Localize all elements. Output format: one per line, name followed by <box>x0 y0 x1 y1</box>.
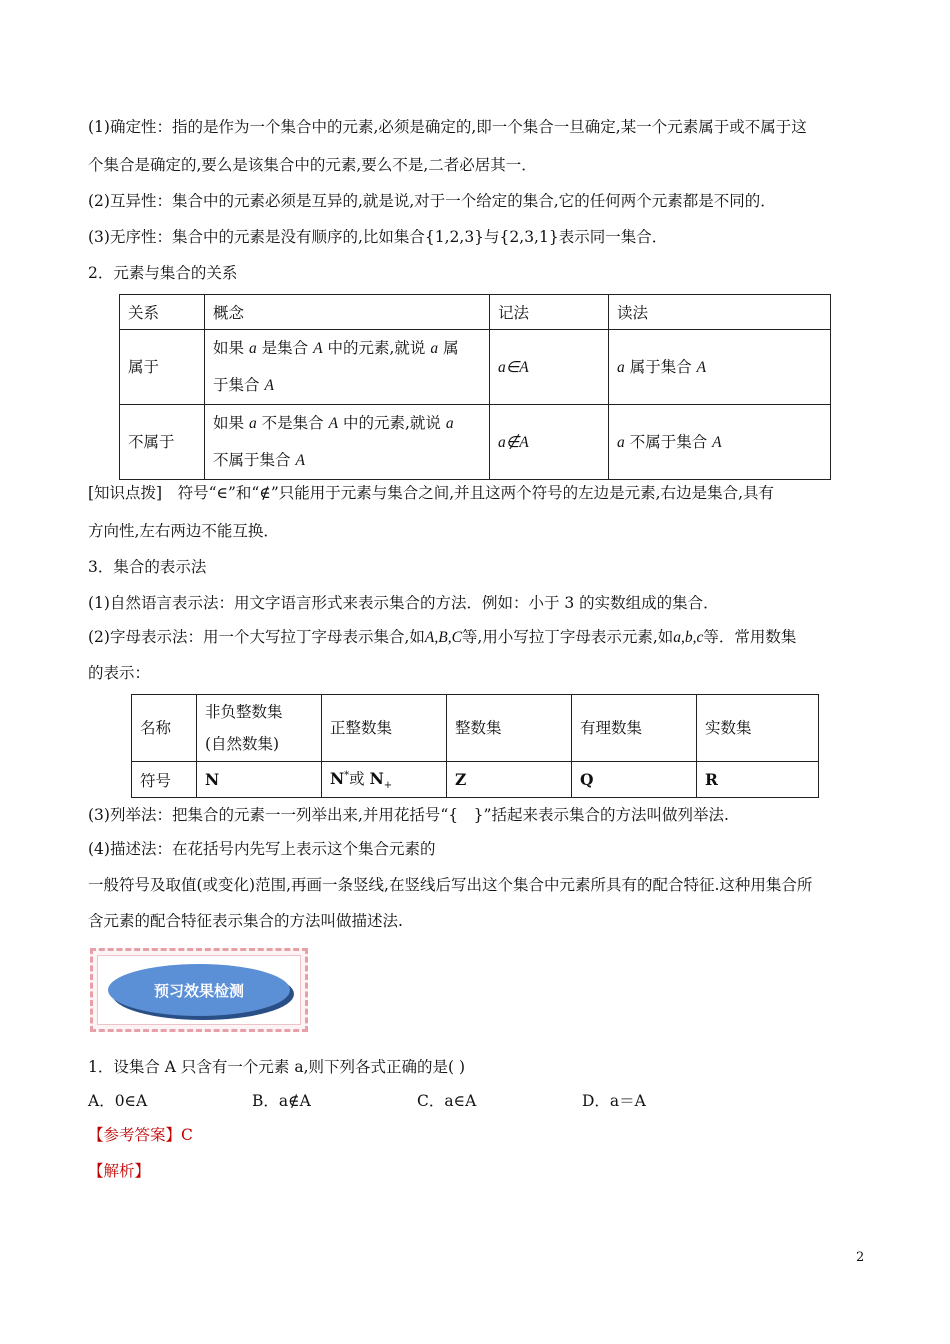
name-rational: 有理数集 <box>572 695 697 762</box>
option-b: B．a∉A <box>252 1092 311 1110</box>
section3-heading: 3．集合的表示法 <box>88 558 207 576</box>
header-reading: 读法 <box>609 295 831 330</box>
name-integer: 整数集 <box>447 695 572 762</box>
method-description-line3: 含元素的配合特征表示集合的方法叫做描述法. <box>88 912 403 930</box>
table-header-row <box>120 295 831 330</box>
table-row <box>132 762 819 798</box>
element-set-relation-table <box>119 294 831 480</box>
header-notation: 记法 <box>490 295 609 330</box>
number-sets-table <box>131 694 819 798</box>
page-number: 2 <box>856 1250 865 1265</box>
property-definiteness-line2: 个集合是确定的,要么是该集合中的元素,要么不是,二者必居其一． <box>88 156 537 174</box>
table-row <box>120 405 831 480</box>
option-a: A．0∈A <box>88 1092 148 1110</box>
relation-notbelong: 不属于 <box>120 405 205 480</box>
method-enumeration: (3)列举法：把集合的元素一一列举出来,并用花括号“{ }”括起来表示集合的方法叫做列举法. <box>88 806 729 824</box>
concept-belong: 如果 a 是集合 A 中的元素,就说 a 属 于集合 A <box>205 330 490 405</box>
section2-heading: 2．元素与集合的关系 <box>88 264 238 282</box>
name-real: 实数集 <box>697 695 819 762</box>
method-natural-language: (1)自然语言表示法：用文字语言形式来表示集合的方法．例如：小于 3 的实数组成的集合． <box>88 594 719 612</box>
property-distinctness: (2)互异性：集合中的元素必须是互异的,就是说,对于一个给定的集合,它的任何两个元素都是不同的． <box>88 192 776 210</box>
symbol-rational: Q <box>572 762 697 798</box>
option-d: D．a＝A <box>582 1092 646 1110</box>
symbol-positive-integer: N*或 $N_+$ <box>322 762 447 798</box>
reading-belong: a 属于集合 A <box>609 330 831 405</box>
method-description-line2: 一般符号及取值(或变化)范围,再画一条竖线,在竖线后写出这个集合中元素所具有的配合特征.这种用集合所 <box>88 876 813 894</box>
name-natural: 非负整数集 (自然数集) <box>197 695 322 762</box>
preview-check-badge: 预习效果检测 <box>108 964 290 1016</box>
relation-belong: 属于 <box>120 330 205 405</box>
method-description-line1: (4)描述法：在花括号内先写上表示这个集合元素的 <box>88 840 436 858</box>
property-definiteness-line1: (1)确定性：指的是作为一个集合中的元素,必须是确定的,即一个集合一旦确定,某一个元素属于或不属于这 <box>88 118 807 136</box>
label-symbol: 符号 <box>132 762 197 798</box>
method-letter: (2)字母表示法：用一个大写拉丁字母表示集合,如A,B,C等,用小写拉丁字母表示元素,如a,b,c等．常用数集 <box>88 628 797 646</box>
question-stem: 1．设集合 A 只含有一个元素 a,则下列各式正确的是( ) <box>88 1058 466 1076</box>
option-c: C．a∈A <box>417 1092 477 1110</box>
notation-belong: a∈A <box>490 330 609 405</box>
knowledge-tip-line2: 方向性,左右两边不能互换． <box>88 522 279 540</box>
property-unordered: (3)无序性：集合中的元素是没有顺序的,比如集合{1,2,3}与{2,3,1}表示同一集合． <box>88 228 668 246</box>
header-relation: 关系 <box>120 295 205 330</box>
table-row <box>120 330 831 405</box>
analysis-label: 【解析】 <box>88 1162 151 1180</box>
method-letter-line2: 的表示： <box>88 664 151 682</box>
symbol-natural: N <box>197 762 322 798</box>
reference-answer: 【参考答案】C <box>88 1126 193 1144</box>
knowledge-tip-line1: [知识点拨] 符号“∈”和“∉”只能用于元素与集合之间,并且这两个符号的左边是元素,右边是集合,具有 <box>88 484 775 502</box>
notation-notbelong: a∉A <box>490 405 609 480</box>
symbol-integer: Z <box>447 762 572 798</box>
concept-notbelong: 如果 a 不是集合 A 中的元素,就说 a 不属于集合 A <box>205 405 490 480</box>
header-concept: 概念 <box>205 295 490 330</box>
table-row <box>132 695 819 762</box>
symbol-real: R <box>697 762 819 798</box>
label-name: 名称 <box>132 695 197 762</box>
name-positive-integer: 正整数集 <box>322 695 447 762</box>
reading-notbelong: a 不属于集合 A <box>609 405 831 480</box>
